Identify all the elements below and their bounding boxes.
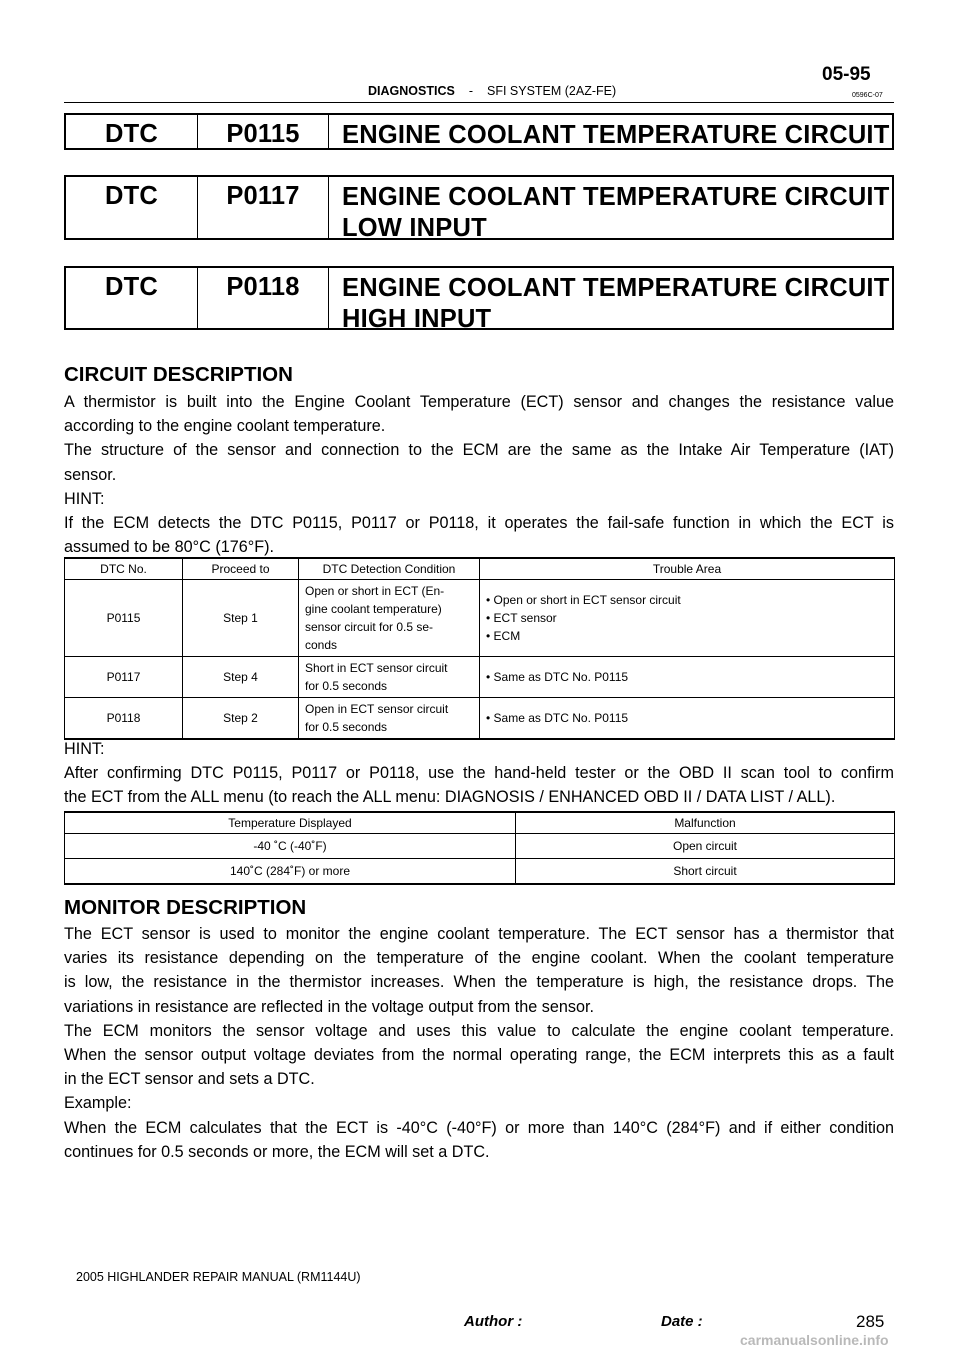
paragraph-line: the ECT from the ALL menu (to reach the ALL menu: DIAGNOSIS / ENHANCED OBD II / DATA LIST / ALL). (64, 788, 836, 807)
column-header: Temperature Displayed (65, 812, 516, 834)
table-header-row (65, 812, 895, 834)
running-header (368, 84, 616, 98)
paragraph-line: If the ECM detects the DTC P0115, P0117 or P0118, it operates the fail-safe function in which the ECT is (64, 514, 894, 533)
dtc-label: DTC (104, 120, 158, 148)
dtc-code: P0117 (197, 177, 328, 238)
dtc-table (64, 557, 895, 740)
paragraph-line: A thermistor is built into the Engine Coolant Temperature (ECT) sensor and changes the resistance value (64, 393, 894, 411)
monitor-description-title: MONITOR DESCRIPTION (64, 896, 307, 919)
trouble-cell (480, 657, 895, 698)
condition-line: sensor circuit for 0.5 se- (305, 620, 434, 634)
paragraph-line: When the sensor output voltage deviates from the normal operating range, the ECM interprets this as a fault (64, 1046, 894, 1065)
subsection-name: SFI SYSTEM (2AZ-FE) (486, 84, 617, 98)
trouble-item: • ECM (486, 627, 888, 645)
paragraph-line: assumed to be 80°C (176°F). (64, 538, 274, 557)
circuit-description-title: CIRCUIT DESCRIPTION (64, 363, 293, 386)
paragraph-line: When the ECM calculates that the ECT is -40°C (-40°F) or more than 140°C (284°F) and if either condition (64, 1118, 894, 1137)
condition-cell (299, 657, 480, 698)
paragraph-line: is low, the resistance in the thermistor increases. When the temperature is high, the resistance drops. The (64, 973, 894, 992)
dtc-cell: P0115 (65, 580, 183, 657)
author-label: Author : (464, 1313, 523, 1330)
trouble-item: • Same as DTC No. P0115 (486, 709, 888, 727)
paragraph-line: The ECM monitors the sensor voltage and uses this value to calculate the engine coolant temperature. (64, 1021, 894, 1040)
table-row (65, 698, 895, 740)
malfunction-cell: Short circuit (516, 859, 895, 884)
monitor-description-body (64, 922, 894, 1164)
dtc-label: DTC (104, 273, 158, 301)
date-label: Date : (661, 1313, 703, 1330)
dtc-title (328, 268, 892, 333)
header-rule (64, 102, 894, 103)
paragraph-line: in the ECT sensor and sets a DTC. (64, 1070, 315, 1089)
column-header: DTC No. (65, 558, 183, 580)
condition-line: gine coolant temperature) (305, 602, 442, 616)
condition-cell (299, 698, 480, 740)
trouble-item: • Same as DTC No. P0115 (486, 668, 888, 686)
paragraph-line: according to the engine coolant temperature. (64, 417, 386, 436)
dtc-box-p0118 (64, 266, 894, 333)
table-header-row (65, 558, 895, 580)
hint-label: HINT: (64, 740, 105, 758)
temperature-table (64, 811, 895, 885)
table-row (65, 580, 895, 657)
paragraph-line: variations in resistance are reflected in the voltage output from the sensor. (64, 997, 594, 1016)
column-header: Proceed to (183, 558, 299, 580)
temperature-cell: -40 ˚C (-40˚F) (65, 834, 516, 859)
dtc-title (328, 177, 892, 242)
dtc-label: DTC (104, 182, 158, 210)
dtc-cell: P0117 (65, 657, 183, 698)
section-name: DIAGNOSTICS (368, 84, 455, 98)
table-row (65, 657, 895, 698)
step-cell: Step 1 (183, 580, 299, 657)
trouble-item: • Open or short in ECT sensor circuit (486, 591, 888, 609)
dtc-box-p0117 (64, 175, 894, 240)
condition-cell (299, 580, 480, 657)
step-cell: Step 2 (183, 698, 299, 740)
column-header: Malfunction (516, 812, 895, 834)
header-separator: - (468, 84, 473, 98)
document-code: 0596C-07 (852, 92, 883, 99)
circuit-description-body (64, 390, 894, 559)
condition-line: Open in ECT sensor circuit (305, 702, 449, 716)
table-row (65, 859, 895, 884)
manual-title: 2005 HIGHLANDER REPAIR MANUAL (RM1144U) (76, 1270, 361, 1284)
dtc-title (328, 115, 892, 148)
condition-line: for 0.5 seconds (305, 720, 388, 734)
condition-line: for 0.5 seconds (305, 679, 388, 693)
hint-section (64, 737, 894, 810)
column-header: DTC Detection Condition (299, 558, 480, 580)
condition-line: Short in ECT sensor circuit (305, 661, 448, 675)
dtc-title-line: ENGINE COOLANT TEMPERATURE CIRCUIT (342, 121, 890, 149)
watermark: carmanualsonline.info (740, 1332, 889, 1348)
page-number: 05-95 (822, 64, 871, 85)
condition-line: Open or short in ECT (En- (305, 584, 445, 598)
dtc-cell: P0118 (65, 698, 183, 740)
dtc-title-line: HIGH INPUT (342, 305, 492, 333)
page-footer-number: 285 (856, 1312, 885, 1331)
dtc-code: P0115 (197, 115, 328, 148)
dtc-title-line: ENGINE COOLANT TEMPERATURE CIRCUIT (342, 274, 890, 302)
paragraph-line: varies its resistance depending on the temperature of the engine coolant. When the coolant temperature (64, 949, 894, 968)
dtc-box-p0115 (64, 113, 894, 150)
hint-label: HINT: (64, 489, 105, 508)
column-header: Trouble Area (480, 558, 895, 580)
paragraph-line: The structure of the sensor and connection to the ECM are the same as the Intake Air Temperature (IAT) (64, 441, 894, 460)
table-row (65, 834, 895, 859)
trouble-cell (480, 580, 895, 657)
trouble-cell (480, 698, 895, 740)
dtc-title-line: ENGINE COOLANT TEMPERATURE CIRCUIT (342, 183, 890, 211)
step-cell: Step 4 (183, 657, 299, 698)
paragraph-line: After confirming DTC P0115, P0117 or P0118, use the hand-held tester or the OBD II scan tool to confirm (64, 764, 894, 783)
paragraph-line: Example: (64, 1094, 132, 1113)
condition-line: conds (305, 638, 338, 652)
paragraph-line: continues for 0.5 seconds or more, the ECM will set a DTC. (64, 1142, 490, 1161)
paragraph-line: sensor. (64, 465, 117, 484)
dtc-title-line: LOW INPUT (342, 214, 487, 242)
trouble-item: • ECT sensor (486, 609, 888, 627)
temperature-cell: 140˚C (284˚F) or more (65, 859, 516, 884)
dtc-code: P0118 (197, 268, 328, 328)
malfunction-cell: Open circuit (516, 834, 895, 859)
paragraph-line: The ECT sensor is used to monitor the engine coolant temperature. The ECT sensor has a thermistor that (64, 925, 894, 943)
